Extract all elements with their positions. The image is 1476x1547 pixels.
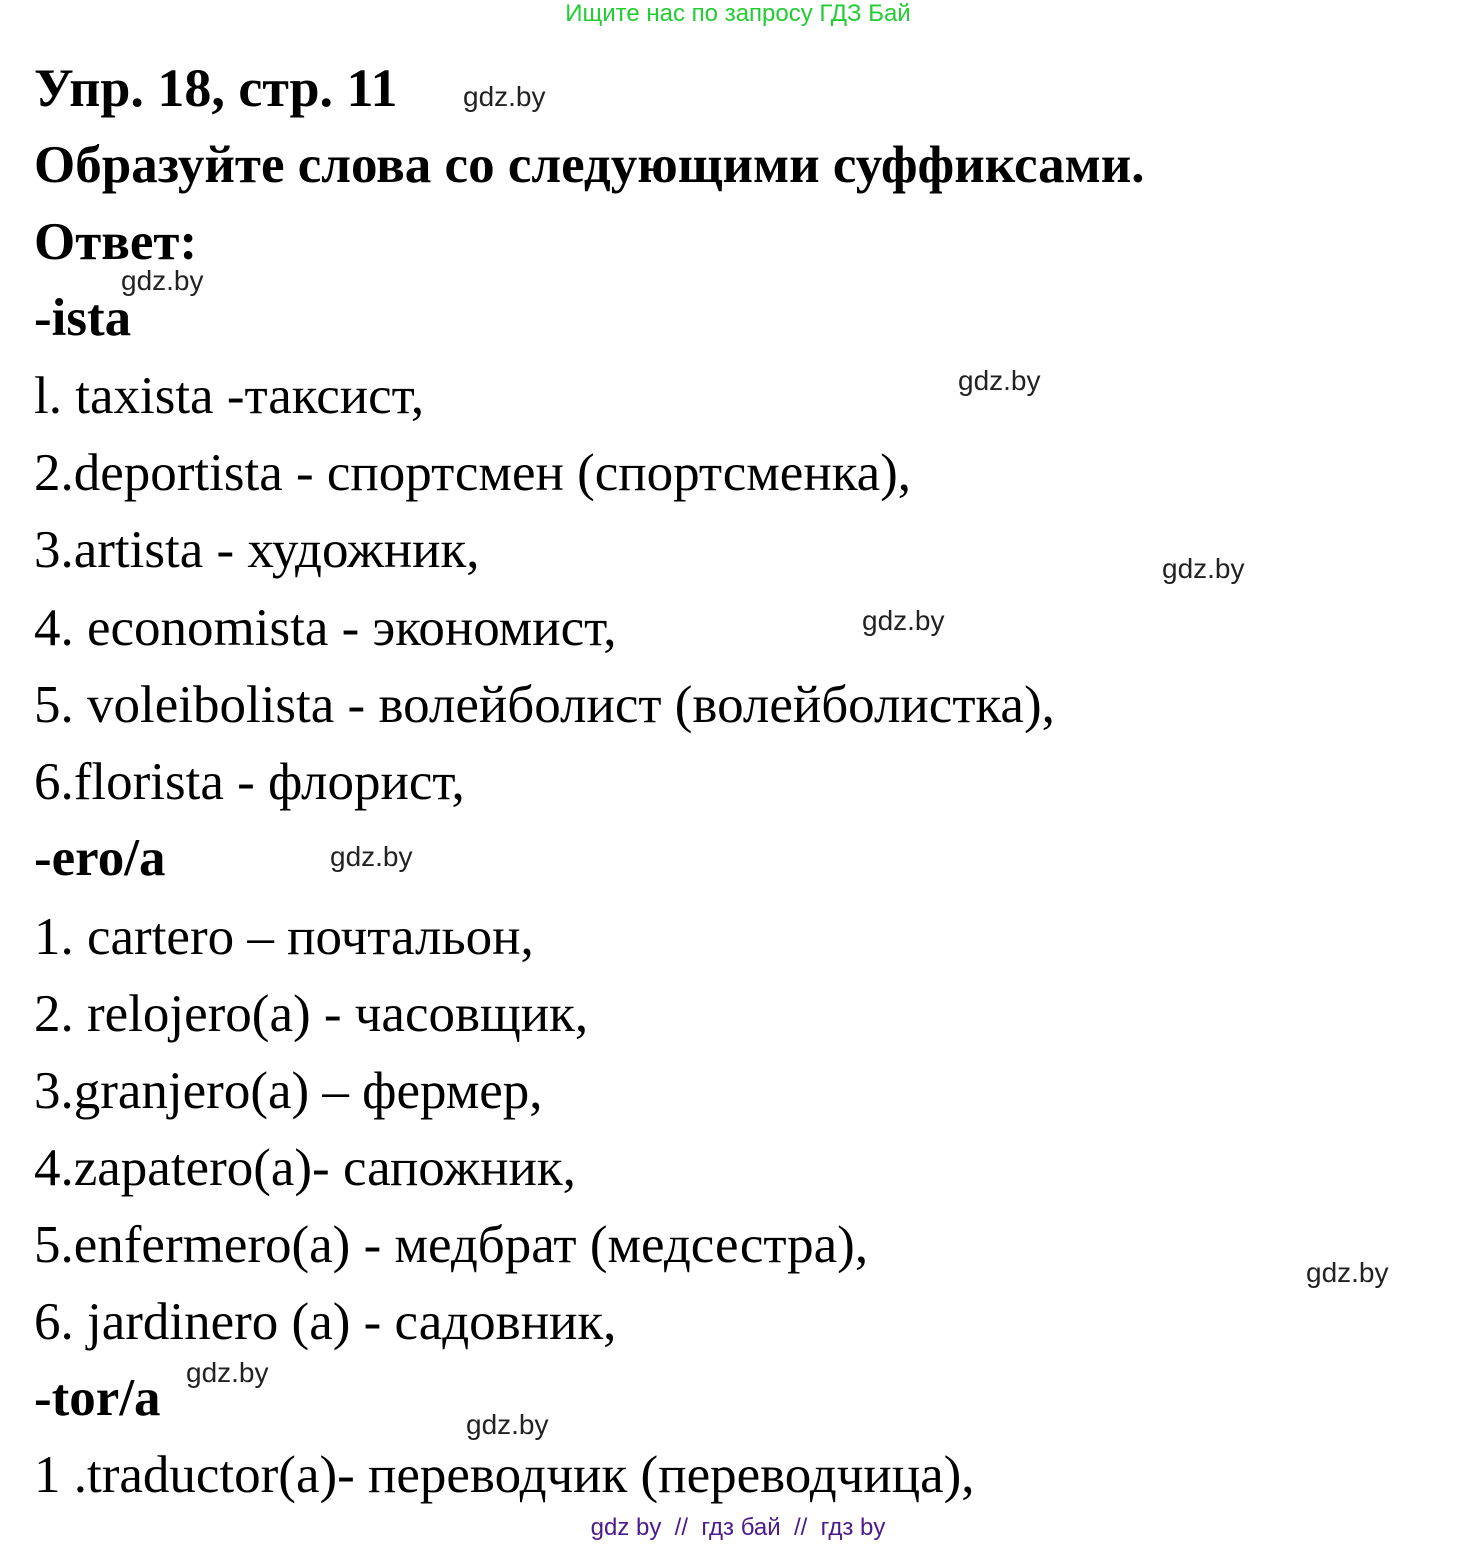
list-item: 4.zapatero(a)- сапожник, <box>34 1139 576 1197</box>
exercise-title: Упр. 18, стр. 11 <box>34 58 398 118</box>
watermark: gdz.by <box>1162 553 1245 584</box>
list-item: 2.deportista - спортсмен (спортсменка), <box>34 444 912 502</box>
task-text: Образуйте слова со следующими суффиксами. <box>34 136 1145 194</box>
watermark: gdz.by <box>463 81 546 112</box>
watermark: gdz.by <box>121 265 204 296</box>
list-item: 1 .traductor(a)- переводчик (переводчица), <box>34 1446 975 1504</box>
suffix-heading: -ero/a <box>34 829 166 887</box>
list-item: 6. jardinero (a) - садовник, <box>34 1293 617 1351</box>
watermark: gdz.by <box>466 1409 549 1440</box>
footer-text[interactable]: gdz by // гдз бай // гдз by <box>590 1514 886 1541</box>
list-item: 3.artista - художник, <box>34 521 480 579</box>
list-item: 4. economista - экономист, <box>34 599 617 657</box>
answer-label: Ответ: <box>34 213 198 271</box>
watermark: gdz.by <box>862 605 945 636</box>
list-item: 5. voleibolista - волейболист (волейболистка), <box>34 676 1055 734</box>
list-item: l. taxista -таксист, <box>34 367 425 425</box>
list-item: 6.florista - флорист, <box>34 753 465 811</box>
footer-links[interactable] <box>0 1514 1476 1542</box>
watermark: gdz.by <box>330 841 413 872</box>
list-item: 1. cartero – почтальон, <box>34 908 534 966</box>
list-item: 2. relojero(a) - часовщик, <box>34 985 589 1043</box>
watermark: gdz.by <box>1306 1257 1389 1288</box>
watermark: gdz.by <box>958 365 1041 396</box>
suffix-heading: -tor/a <box>34 1369 161 1427</box>
list-item: 5.enfermero(a) - медбрат (медсестра), <box>34 1216 869 1274</box>
watermark: gdz.by <box>186 1357 269 1388</box>
suffix-heading: -ista <box>34 289 132 347</box>
list-item: 3.granjero(a) – фермер, <box>34 1062 543 1120</box>
search-banner[interactable]: Ищите нас по запросу ГДЗ Бай <box>565 0 911 27</box>
